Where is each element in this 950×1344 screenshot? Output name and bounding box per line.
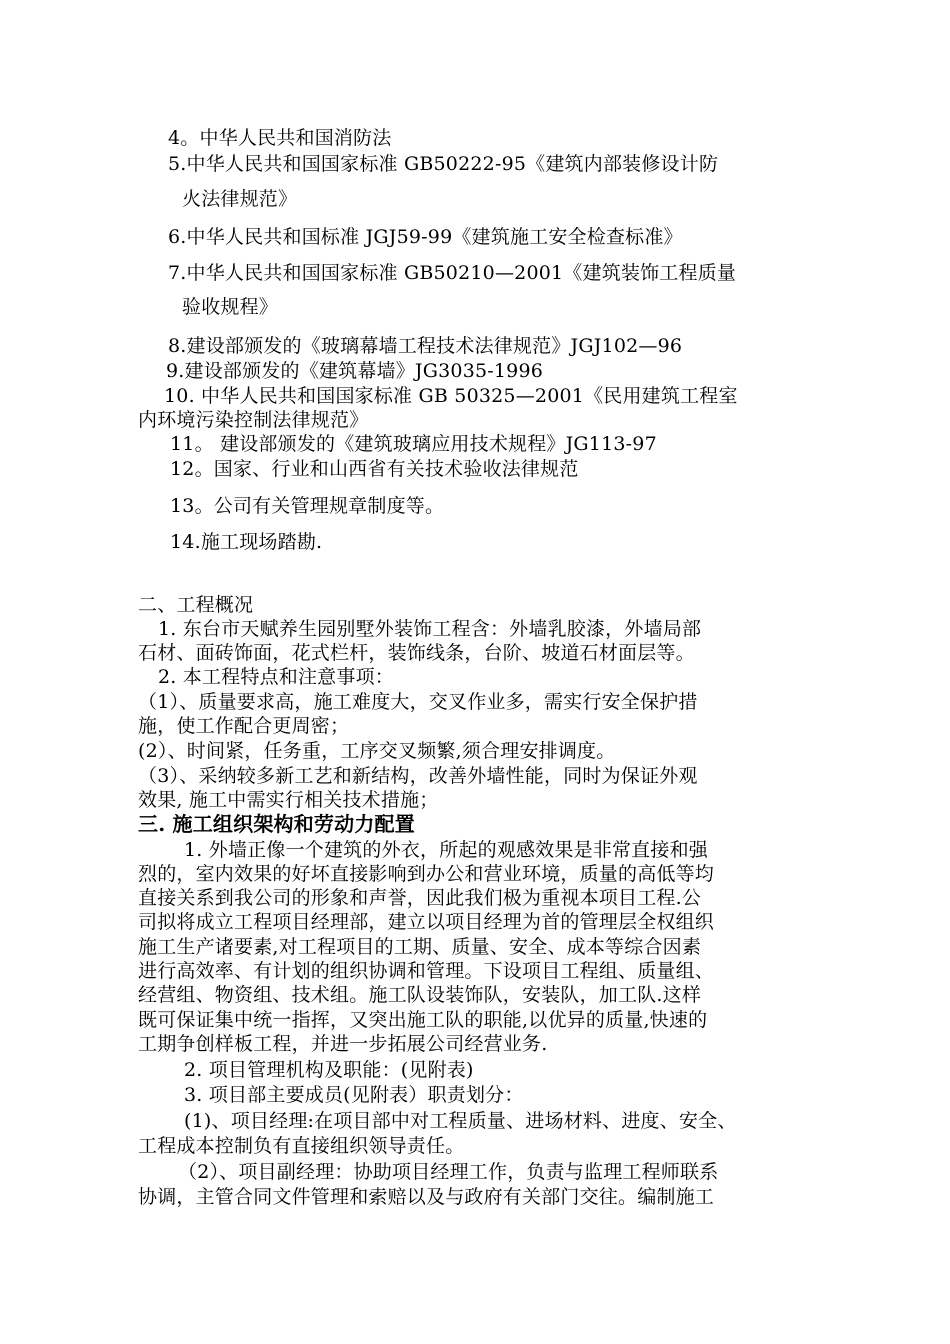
section-2-item-1-continued: 施，使工作配合更周密； bbox=[138, 715, 350, 737]
reference-item-7: 7.中华人民共和国国家标准 GB50210—2001《建筑装饰工程质量 bbox=[168, 262, 737, 284]
reference-item-11: 11。 建设部颁发的《建筑玻璃应用技术规程》JG113-97 bbox=[170, 433, 657, 455]
section-2-item-1: （1）、质量要求高，施工难度大，交叉作业多，需实行安全保护措 bbox=[138, 691, 698, 713]
duty-project-manager-continued: 工程成本控制负有直接组织领导责任。 bbox=[138, 1135, 465, 1157]
section-3-paragraph-line: 经营组、物资组、技术组。施工队设装饰队，安装队，加工队.这样 bbox=[138, 984, 702, 1006]
reference-item-12: 12。国家、行业和山西省有关技术验收法律规范 bbox=[170, 458, 579, 480]
reference-item-5-continued: 火法律规范》 bbox=[182, 188, 298, 210]
duty-deputy-manager: （2）、项目副经理：协助项目经理工作，负责与监理工程师联系 bbox=[178, 1161, 719, 1183]
section-3-paragraph-line: 进行高效率、有计划的组织协调和管理。下设项目工程组、质量组、 bbox=[138, 960, 715, 982]
section-2-item-3: （3）、采纳较多新工艺和新结构，改善外墙性能，同时为保证外观 bbox=[138, 765, 698, 787]
section-2-paragraph-1-continued: 石材、面砖饰面，花式栏杆，装饰线条，台阶、坡道石材面层等。 bbox=[138, 642, 695, 664]
section-3-paragraph-line: 既可保证集中统一指挥，又突出施工队的职能,以优异的质量,快速的 bbox=[138, 1009, 708, 1031]
reference-item-10-continued: 内环境污染控制法律规范》 bbox=[138, 409, 369, 431]
section-2-item-3-continued: 效果, 施工中需实行相关技术措施； bbox=[138, 789, 439, 811]
section-3-paragraph-line: 烈的，室内效果的好坏直接影响到办公和营业环境，质量的高低等均 bbox=[138, 863, 715, 885]
section-3-paragraph-line: 直接关系到我公司的形象和声誉，因此我们极为重视本项目工程.公 bbox=[138, 887, 702, 909]
section-3-heading: 三. 施工组织架构和劳动力配置 bbox=[138, 812, 415, 836]
reference-item-14: 14.施工现场踏勘. bbox=[170, 531, 323, 553]
reference-item-4: 4。中华人民共和国消防法 bbox=[168, 127, 392, 149]
section-3-paragraph-line: 工期争创样板工程，并进一步拓展公司经营业务. bbox=[138, 1033, 548, 1055]
section-3-item-2: 2. 项目管理机构及职能：(见附表) bbox=[184, 1059, 474, 1081]
duty-project-manager: (1)、项目经理:在项目部中对工程质量、进场材料、进度、安全、 bbox=[184, 1110, 737, 1132]
reference-item-6: 6.中华人民共和国标准 JGJ59-99《建筑施工安全检查标准》 bbox=[168, 226, 683, 248]
reference-item-8: 8.建设部颁发的《玻璃幕墙工程技术法律规范》JGJ102—96 bbox=[168, 335, 683, 357]
duty-deputy-manager-continued: 协调，主管合同文件管理和索赔以及与政府有关部门交往。编制施工 bbox=[138, 1186, 715, 1208]
section-2-item-2: (2）、时间紧，任务重，工序交叉频繁,须合理安排调度。 bbox=[138, 740, 616, 762]
reference-item-9: 9.建设部颁发的《建筑幕墙》JG3035-1996 bbox=[166, 360, 544, 382]
section-2-paragraph-1: 1. 东台市天赋养生园别墅外装饰工程含：外墙乳胶漆，外墙局部 bbox=[158, 618, 702, 640]
reference-item-10: 10. 中华人民共和国国家标准 GB 50325—2001《民用建筑工程室 bbox=[164, 385, 738, 407]
reference-item-13: 13。公司有关管理规章制度等。 bbox=[170, 495, 445, 517]
section-3-paragraph-line: 1. 外墙正像一个建筑的外衣，所起的观感效果是非常直接和强 bbox=[184, 839, 708, 861]
section-3-paragraph-line: 施工生产诸要素,对工程项目的工期、质量、安全、成本等综合因素 bbox=[138, 936, 702, 958]
section-3-paragraph-line: 司拟将成立工程项目经理部，建立以项目经理为首的管理层全权组织 bbox=[138, 911, 715, 933]
section-2-paragraph-2: 2. 本工程特点和注意事项： bbox=[158, 666, 394, 688]
reference-item-5: 5.中华人民共和国国家标准 GB50222-95《建筑内部装修设计防 bbox=[168, 153, 719, 175]
section-2-heading: 二、工程概况 bbox=[138, 594, 254, 616]
section-3-item-3: 3. 项目部主要成员(见附表）职责划分： bbox=[184, 1084, 524, 1106]
reference-item-7-continued: 验收规程》 bbox=[182, 296, 279, 318]
